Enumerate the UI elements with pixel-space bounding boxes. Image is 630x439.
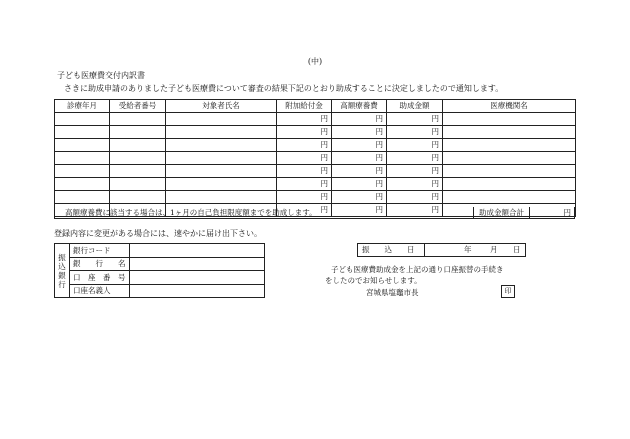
table-cell[interactable]: [110, 126, 166, 139]
total-yen: 円: [563, 208, 571, 217]
yen-unit: 円: [431, 114, 439, 123]
bank-row: [55, 271, 265, 285]
amount-cell[interactable]: [387, 191, 443, 204]
amount-cell[interactable]: [332, 126, 387, 139]
yen-unit: 円: [431, 127, 439, 136]
header-medical-institution: 医療機関名: [443, 100, 576, 113]
table-cell[interactable]: [55, 178, 110, 191]
document-title: 子ども医療費交付内訳書: [57, 71, 145, 80]
table-cell[interactable]: [110, 139, 166, 152]
table-row: [55, 191, 576, 204]
table-cell[interactable]: [110, 191, 166, 204]
table-cell[interactable]: [166, 139, 277, 152]
yen-unit: 円: [320, 153, 328, 162]
amount-cell[interactable]: [332, 152, 387, 165]
table-cell[interactable]: [110, 113, 166, 126]
table-row: [55, 165, 576, 178]
table-cell[interactable]: [55, 165, 110, 178]
bank-name-field[interactable]: [130, 257, 265, 271]
table-cell[interactable]: [110, 178, 166, 191]
bank-code-label: 銀行コード: [70, 244, 130, 258]
bank-code-field[interactable]: [130, 244, 265, 258]
transfer-date-label: 振 込 日: [362, 245, 415, 254]
change-notice: 登録内容に変更がある場合には、速やかに届け出下さい。: [54, 229, 262, 238]
table-cell[interactable]: [443, 191, 576, 204]
yen-unit: 円: [320, 205, 328, 214]
yen-unit: 円: [320, 140, 328, 149]
issuer-name: 宮城県塩竈市長: [366, 288, 419, 297]
transfer-date-divider: [424, 244, 425, 256]
yen-unit: 円: [431, 192, 439, 201]
header-subsidy-amount: 助成金額: [387, 100, 443, 113]
transfer-day: 日: [513, 245, 521, 254]
amount-cell[interactable]: [332, 165, 387, 178]
amount-cell[interactable]: [387, 139, 443, 152]
amount-cell[interactable]: [332, 191, 387, 204]
amount-cell[interactable]: [387, 178, 443, 191]
amount-cell[interactable]: [387, 113, 443, 126]
total-label-cell: [474, 207, 530, 219]
yen-unit: 円: [375, 205, 383, 214]
header-recipient-number: 受給者番号: [110, 100, 166, 113]
table-row: [55, 113, 576, 126]
yen-unit: 円: [375, 153, 383, 162]
amount-cell[interactable]: [277, 165, 332, 178]
bank-row: [55, 244, 265, 258]
table-row: [55, 126, 576, 139]
table-cell[interactable]: [166, 165, 277, 178]
yen-unit: 円: [320, 192, 328, 201]
amount-cell[interactable]: [277, 113, 332, 126]
amount-cell[interactable]: [332, 178, 387, 191]
yen-unit: 円: [320, 179, 328, 188]
yen-unit: 円: [320, 127, 328, 136]
table-cell[interactable]: [55, 113, 110, 126]
yen-unit: 円: [431, 140, 439, 149]
transfer-month: 月: [490, 245, 498, 254]
table-row: [55, 139, 576, 152]
yen-unit: 円: [375, 114, 383, 123]
amount-cell[interactable]: [387, 152, 443, 165]
header-high-cost-medical: 高額療養費: [332, 100, 387, 113]
table-cell[interactable]: [110, 152, 166, 165]
amount-cell[interactable]: [387, 165, 443, 178]
table-cell[interactable]: [443, 152, 576, 165]
bank-side-char: 込: [58, 261, 66, 271]
table-cell[interactable]: [55, 139, 110, 152]
intro-text: さきに助成申請のありました子ども医療費について審査の結果下記のとおり助成することに決定しましたので通知します。: [64, 84, 504, 93]
account-holder-field[interactable]: [130, 284, 265, 298]
table-cell[interactable]: [166, 191, 277, 204]
amount-cell[interactable]: [277, 191, 332, 204]
yen-unit: 円: [431, 179, 439, 188]
table-footer-row: [54, 207, 575, 219]
notification-line-2: をしたのでお知らせします。: [325, 276, 422, 285]
amount-cell[interactable]: [387, 126, 443, 139]
amount-cell[interactable]: [277, 152, 332, 165]
total-amount-cell: [530, 207, 575, 219]
yen-unit: 円: [375, 140, 383, 149]
table-cell[interactable]: [443, 126, 576, 139]
table-cell[interactable]: [443, 139, 576, 152]
yen-unit: 円: [431, 166, 439, 175]
table-cell[interactable]: [443, 113, 576, 126]
table-cell[interactable]: [55, 126, 110, 139]
footer-note: 高額療養費に該当する場合は、1ヶ月の自己負担限度額までを助成します。: [65, 208, 317, 217]
table-cell[interactable]: [55, 191, 110, 204]
yen-unit: 円: [375, 179, 383, 188]
footer-note-cell: [54, 207, 474, 219]
yen-unit: 円: [320, 114, 328, 123]
transfer-year: 年: [464, 245, 472, 254]
yen-unit: 円: [375, 192, 383, 201]
header-patient-name: 対象者氏名: [166, 100, 277, 113]
table-cell[interactable]: [166, 178, 277, 191]
yen-unit: 円: [431, 205, 439, 214]
amount-cell[interactable]: [332, 113, 387, 126]
table-row: [55, 152, 576, 165]
table-header-row: [55, 100, 576, 113]
table-cell[interactable]: [443, 178, 576, 191]
yen-unit: 円: [320, 166, 328, 175]
seal-box: [501, 285, 515, 298]
account-holder-label: 口座名義人: [70, 284, 130, 298]
account-number-label: 口 座 番 号: [70, 271, 130, 285]
table-row: [55, 178, 576, 191]
table-cell[interactable]: [166, 126, 277, 139]
bank-row: [55, 284, 265, 298]
amount-cell[interactable]: [277, 178, 332, 191]
amount-cell[interactable]: [332, 139, 387, 152]
bank-side-char: 振: [58, 252, 66, 262]
table-cell[interactable]: [166, 152, 277, 165]
yen-unit: 円: [431, 153, 439, 162]
bank-name-label: 銀 行 名: [70, 257, 130, 271]
header-treatment-month: 診療年月: [55, 100, 110, 113]
table-cell[interactable]: [55, 152, 110, 165]
copy-mark: (中): [307, 57, 323, 66]
table-cell[interactable]: [110, 165, 166, 178]
header-additional-benefit: 附加給付金: [277, 100, 332, 113]
bank-side-label: [55, 244, 70, 298]
bank-side-char: 銀: [58, 270, 66, 280]
seal-text: 印: [504, 287, 512, 295]
total-label: 助成金額合計: [479, 208, 524, 217]
transfer-date-box: [357, 243, 526, 257]
bank-side-char: 行: [58, 279, 66, 289]
bank-row: [55, 257, 265, 271]
notification-line-1: 子ども医療費助成金を上記の通り口座振替の手続き: [331, 265, 504, 274]
breakdown-table: [54, 99, 576, 217]
bank-table: [54, 243, 265, 298]
table-cell[interactable]: [443, 165, 576, 178]
account-number-field[interactable]: [130, 271, 265, 285]
yen-unit: 円: [375, 127, 383, 136]
yen-unit: 円: [375, 166, 383, 175]
table-cell[interactable]: [166, 113, 277, 126]
amount-cell[interactable]: [277, 139, 332, 152]
amount-cell[interactable]: [277, 126, 332, 139]
